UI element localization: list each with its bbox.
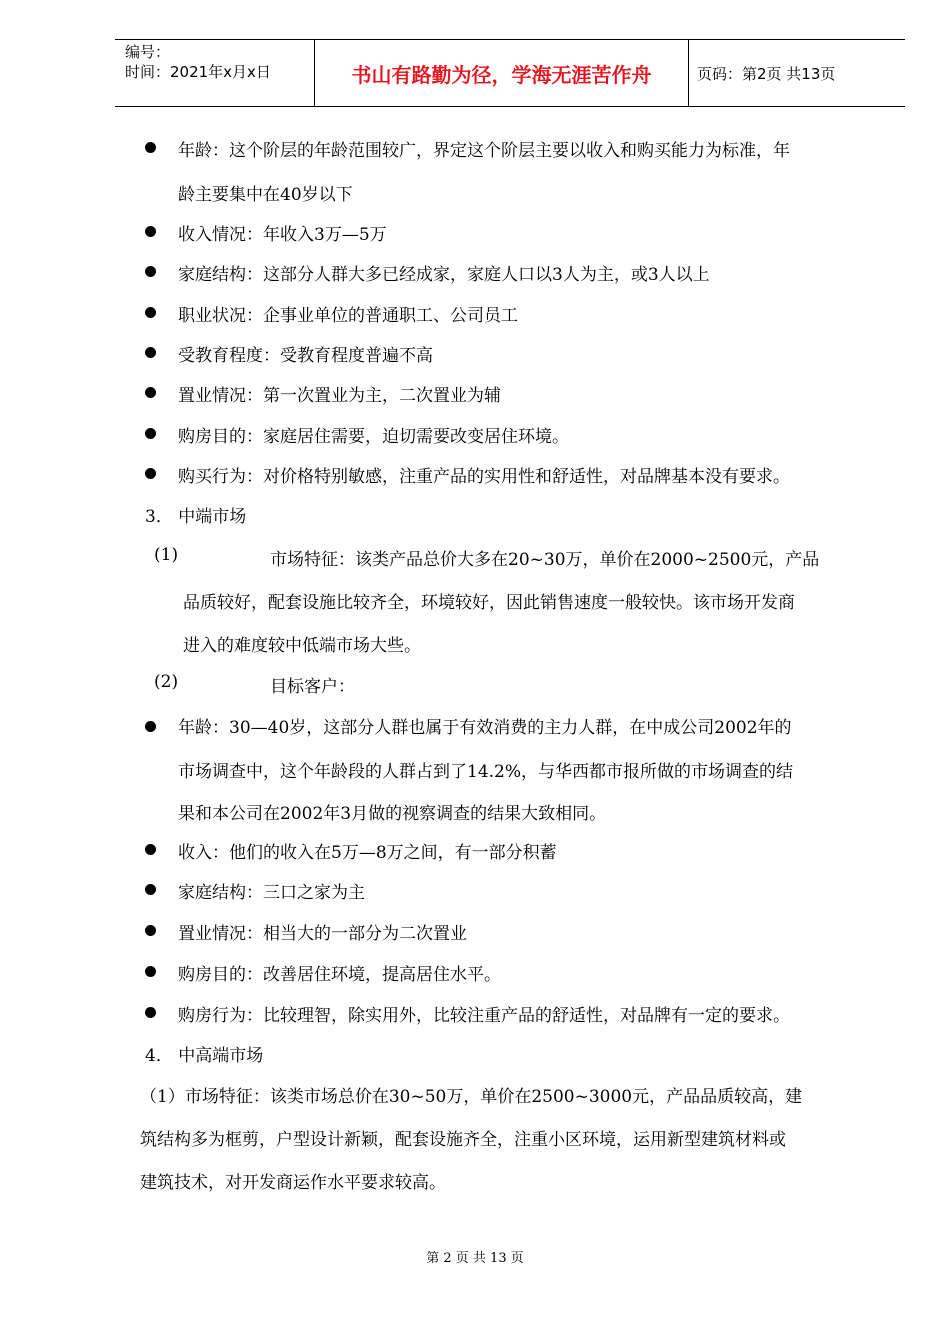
bullet-icon xyxy=(145,428,156,439)
bullet-icon xyxy=(145,142,156,153)
text-line: 市场特征：该类产品总价大多在20~30万，单价在2000~2500元，产品 xyxy=(270,550,820,570)
text-line: 家庭结构：这部分人群大多已经成家，家庭人口以3人为主，或3人以上 xyxy=(178,265,710,285)
page-footer: 第 2 页 共 13 页 xyxy=(426,1251,524,1266)
text-line: 果和本公司在2002年3月做的视察调查的结果大致相同。 xyxy=(178,804,607,824)
text-line: （1）市场特征：该类市场总价在30~50万，单价在2500~3000元，产品品质较高，建 xyxy=(140,1087,803,1107)
bullet-icon xyxy=(145,966,156,977)
item-number: (2) xyxy=(154,672,179,692)
text-line: 购房行为：比较理智，除实用外，比较注重产品的舒适性，对品牌有一定的要求。 xyxy=(178,1006,790,1026)
bullet-icon xyxy=(145,226,156,237)
bullet-icon xyxy=(145,266,156,277)
text-line: 置业情况：第一次置业为主，二次置业为辅 xyxy=(178,386,501,406)
bullet-icon xyxy=(145,307,156,318)
text-line: 市场调查中，这个年龄段的人群占到了14.2%，与华西都市报所做的市场调查的结 xyxy=(178,762,794,782)
text-line: 年龄：30—40岁，这部分人群也属于有效消费的主力人群，在中成公司2002年的 xyxy=(178,718,792,738)
text-line: 收入情况：年收入3万—5万 xyxy=(178,225,387,245)
text-line: 目标客户： xyxy=(270,677,355,697)
text-line: 购房目的：家庭居住需要，迫切需要改变居住环境。 xyxy=(178,427,569,447)
text-line: 受教育程度：受教育程度普遍不高 xyxy=(178,346,433,366)
header-meta xyxy=(115,40,315,106)
text-line: 购房目的：改善居住环境，提高居住水平。 xyxy=(178,965,501,985)
text-line: 置业情况：相当大的一部分为二次置业 xyxy=(178,924,467,944)
text-line: 家庭结构：三口之家为主 xyxy=(178,883,365,903)
page-header xyxy=(115,39,905,107)
header-motto: 书山有路勤为径，学海无涯苦作舟 xyxy=(315,40,689,106)
bullet-icon xyxy=(145,884,156,895)
text-line: 年龄：这个阶层的年龄范围较广，界定这个阶层主要以收入和购买能力为标准，年 xyxy=(178,141,790,161)
bullet-icon xyxy=(145,1007,156,1018)
text-line: 筑结构多为框剪，户型设计新颖，配套设施齐全，注重小区环境，运用新型建筑材料或 xyxy=(140,1130,786,1150)
text-line: 进入的难度较中低端市场大些。 xyxy=(183,636,421,656)
bullet-icon xyxy=(145,925,156,936)
text-line: 龄主要集中在40岁以下 xyxy=(178,185,353,205)
header-page: 页码：第2页 共13页 xyxy=(697,64,836,83)
text-line: 职业状况：企事业单位的普通职工、公司员工 xyxy=(178,306,518,326)
section-heading: 4． 中高端市场 xyxy=(145,1046,264,1066)
item-number: (1) xyxy=(154,545,179,565)
bullet-icon xyxy=(145,387,156,398)
bullet-icon xyxy=(145,721,156,732)
text-line: 购买行为：对价格特别敏感，注重产品的实用性和舒适性，对品牌基本没有要求。 xyxy=(178,467,790,487)
bullet-icon xyxy=(145,468,156,479)
header-serial: 编号： xyxy=(125,43,171,61)
header-time: 时间：2021年x月x日 xyxy=(125,63,271,81)
text-line: 品质较好，配套设施比较齐全，环境较好，因此销售速度一般较快。该市场开发商 xyxy=(183,593,795,613)
text-line: 收入：他们的收入在5万—8万之间，有一部分积蓄 xyxy=(178,843,557,863)
bullet-icon xyxy=(145,347,156,358)
bullet-icon xyxy=(145,844,156,855)
section-heading: 3． 中端市场 xyxy=(145,507,247,527)
text-line: 建筑技术，对开发商运作水平要求较高。 xyxy=(140,1173,446,1193)
